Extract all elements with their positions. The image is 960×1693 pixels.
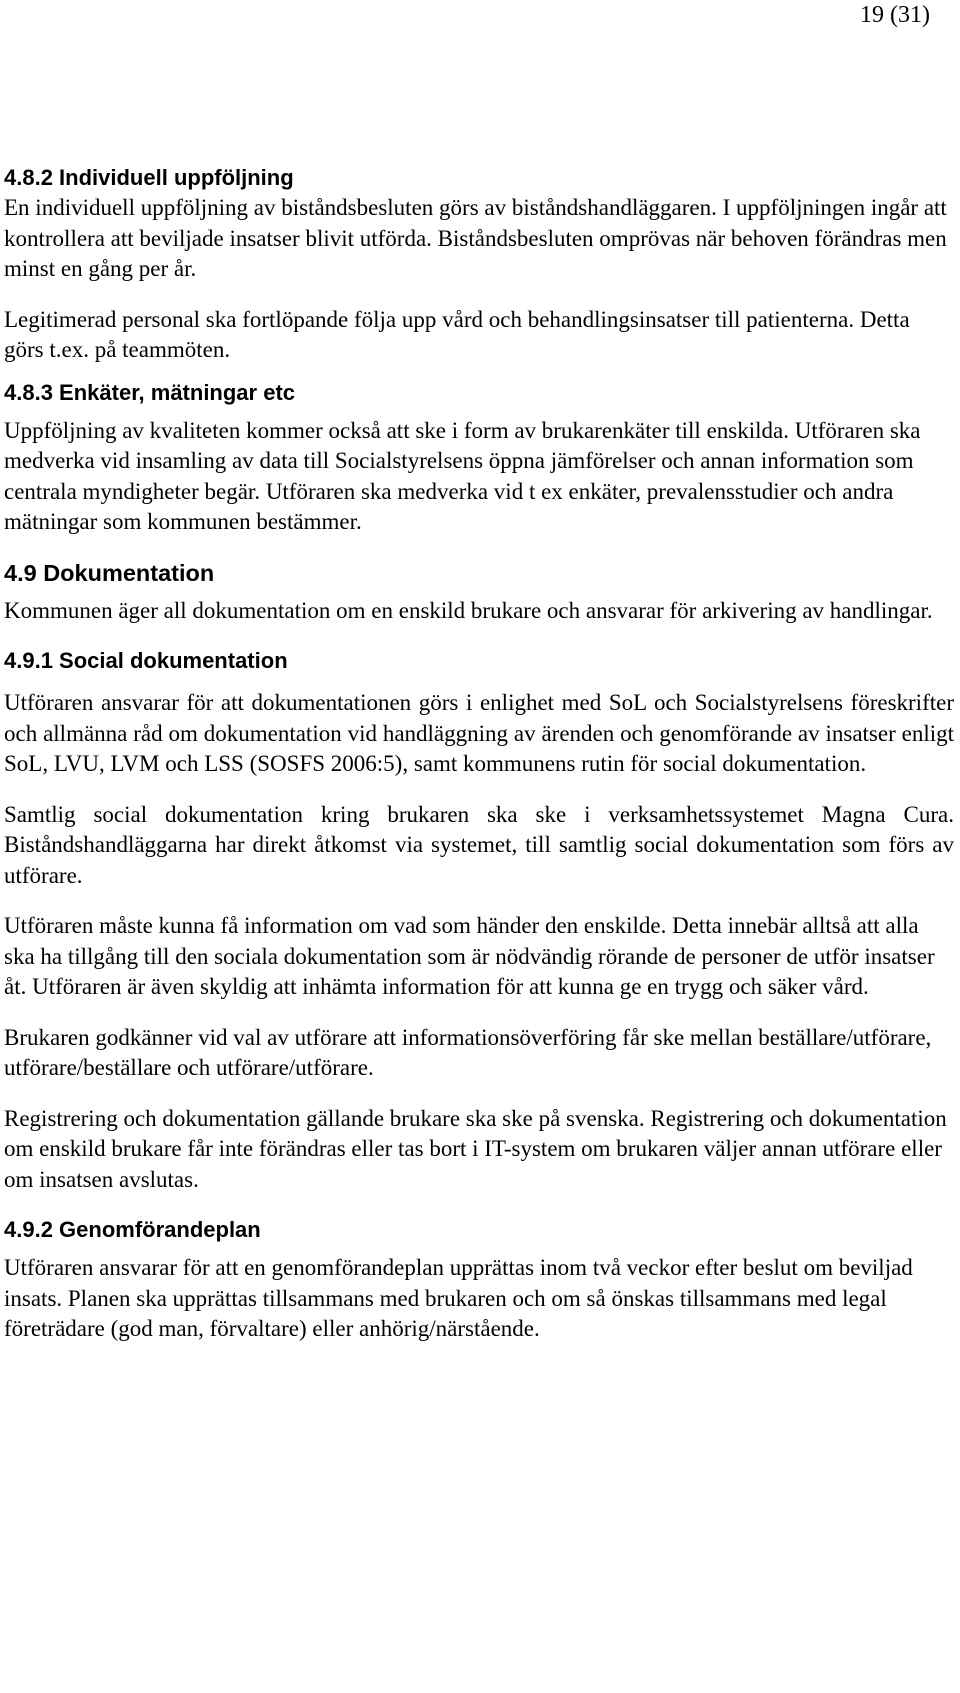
paragraph-4-9-1-2: Samtlig social dokumentation kring brukaren ska ske i verksamhetssystemet Magna Cura. Biståndshandläggarna har direkt åtkomst via systemet, till samtlig social dokumentation som förs av utförare. (4, 801, 954, 888)
paragraph-4-9-1-4: Brukaren godkänner vid val av utförare att informationsöverföring får ske mellan beställare/utförare, utförare/beställare och utförare/utförare. (4, 1024, 932, 1080)
paragraph-4-9-1-5: Registrering och dokumentation gällande brukare ska ske på svenska. Registrering och dokumentation om enskild brukare får inte förändras eller tas bort i IT-system om brukaren väljer annan utförare eller om insatsen avslutas. (4, 1105, 947, 1192)
paragraph-4-8-2-2: Legitimerad personal ska fortlöpande följa upp vård och behandlingsinsatser till patienterna. Detta görs t.ex. på teammöten. (4, 306, 910, 362)
heading-4-9-1: 4.9.1 Social dokumentation (4, 648, 288, 673)
paragraph-4-9-1: Kommunen äger all dokumentation om en enskild brukare och ansvarar för arkivering av handlingar. (4, 597, 933, 623)
heading-4-8-2: 4.8.2 Individuell uppföljning (4, 165, 294, 190)
heading-4-9: 4.9 Dokumentation (4, 559, 215, 586)
heading-4-9-2: 4.9.2 Genomförandeplan (4, 1217, 261, 1242)
heading-4-8-3: 4.8.3 Enkäter, mätningar etc (4, 379, 296, 405)
page-number: 19 (31) (860, 2, 930, 28)
paragraph-4-8-3-1: Uppföljning av kvaliteten kommer också att ske i form av brukarenkäter till enskilda. Utföraren ska medverka vid insamling av data till Socialstyrelsens öppna jämförelser och annan information som centrala myndigheter begär. Utföraren ska medverka vid t ex enkäter, prevalensstudier och andra mätningar som kommunen bestämmer. (4, 417, 921, 534)
paragraph-4-9-1-3: Utföraren måste kunna få information om vad som händer den enskilde. Detta innebär alltså att alla ska ha tillgång till den sociala dokumentation som är nödvändig rörande de personer de utför insatser åt. Utföraren är även skyldig att inhämta information för att kunna ge en trygg och säker vård. (4, 913, 935, 999)
paragraph-4-9-1-1: Utföraren ansvarar för att dokumentationen görs i enlighet med SoL och Socialstyrelsens föreskrifter och allmänna råd om dokumentation vid handläggning av ärenden och genomförande av insatser enligt SoL, LVU, LVM och LSS (SOSFS 2006:5), samt kommunens rutin för social dokumentation. (4, 690, 954, 776)
paragraph-4-9-2-1: Utföraren ansvarar för att en genomförandeplan upprättas inom två veckor efter beslut om beviljad insats. Planen ska upprättas tillsammans med brukaren och om så önskas tillsammans med legal företrädare (god man, förvaltare) eller anhörig/närstående. (4, 1255, 913, 1341)
document-body (4, 163, 954, 1345)
paragraph-4-8-2-1: En individuell uppföljning av biståndsbesluten görs av biståndshandläggaren. I uppföljningen ingår att kontrollera att beviljade insatser blivit utförda. Biståndsbesluten omprövas när behoven förändras men minst en gång per år. (4, 195, 947, 281)
